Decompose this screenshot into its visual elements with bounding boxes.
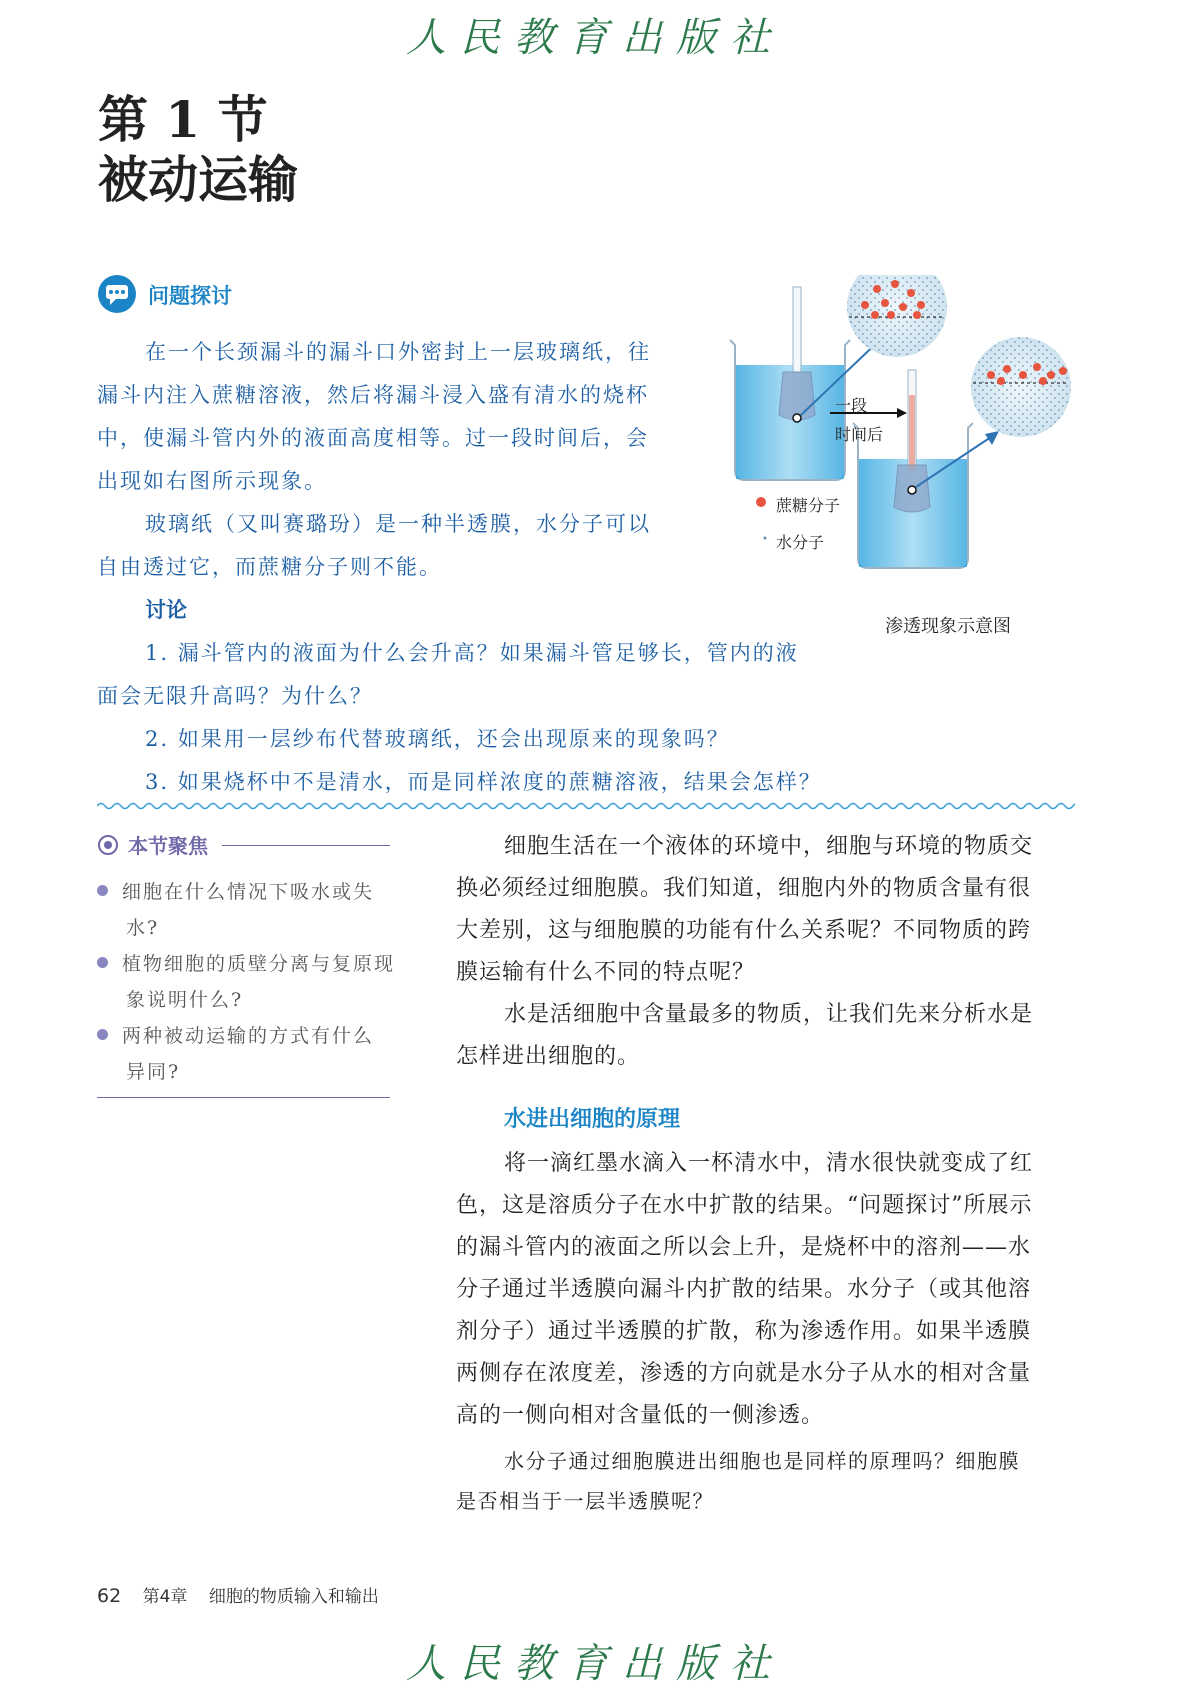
sec-line-4: 分子通过半透膜向漏斗内扩散的结果。水分子（或其他溶 xyxy=(456,1277,1032,1302)
publisher-watermark-top: 人民教育出版社 xyxy=(406,15,784,61)
subsection-heading: 水进出细胞的原理 xyxy=(504,1107,681,1132)
focus-item xyxy=(97,946,397,1018)
wt-line-2: 漏斗内注入蔗糖溶液，然后将漏斗浸入盛有清水的烧杯 xyxy=(97,383,649,407)
main-line-1: 细胞生活在一个液体的环境中，细胞与环境的物质交 xyxy=(504,834,1034,859)
bullet-icon xyxy=(97,957,108,968)
problem-discussion-label: 问题探讨 xyxy=(148,284,232,308)
focus-item-text-cont: 象说明什么? xyxy=(126,989,244,1011)
arrow-label-1: 一段 xyxy=(835,396,868,415)
section-focus-label: 本节聚焦 xyxy=(128,834,208,858)
section-title: 被动运输 xyxy=(98,150,298,209)
osmosis-diagram xyxy=(725,275,1085,615)
page-number: 62 xyxy=(97,1585,122,1607)
circle-view-2 xyxy=(971,337,1071,437)
legend-water: 水分子 xyxy=(776,533,825,552)
sec-line-6: 两侧存在浓度差，渗透的方向就是水分子从水的相对含量 xyxy=(456,1361,1032,1386)
sec-line-1: 将一滴红墨水滴入一杯清水中，清水很快就变成了红 xyxy=(504,1151,1034,1176)
question-3: 3. 如果烧杯中不是清水，而是同样浓度的蔗糖溶液，结果会怎样？ xyxy=(145,770,822,794)
main-line-2: 换必须经过细胞膜。我们知道，细胞内外的物质含量有很 xyxy=(456,876,1032,901)
chat-bubble-icon xyxy=(97,274,137,314)
focus-item-text: 细胞在什么情况下吸水或失 xyxy=(122,881,375,903)
chapter-title: 细胞的物质输入和输出 xyxy=(208,1587,379,1607)
question-1: 1. 漏斗管内的液面为什么会升高？如果漏斗管足够长，管内的液 xyxy=(145,641,799,665)
focus-rule-bottom xyxy=(97,1097,390,1098)
focus-item-text: 两种被动运输的方式有什么 xyxy=(122,1025,375,1047)
figure-caption: 渗透现象示意图 xyxy=(885,616,1011,637)
circle-view-1 xyxy=(847,275,947,357)
main-line-6: 怎样进出细胞的。 xyxy=(456,1044,641,1069)
wt-line-4: 出现如右图所示现象。 xyxy=(97,469,327,493)
sec-line-3: 的漏斗管内的液面之所以会上升，是烧杯中的溶剂——水 xyxy=(456,1235,1032,1260)
bullet-icon xyxy=(97,1029,108,1040)
page-footer xyxy=(97,1582,379,1607)
discussion-label: 讨论 xyxy=(145,598,187,622)
main-line-3: 大差别，这与细胞膜的功能有什么关系呢？不同物质的跨 xyxy=(456,918,1032,943)
focus-item-text: 植物细胞的质壁分离与复原现 xyxy=(122,953,396,975)
publisher-watermark-bottom: 人民教育出版社 xyxy=(406,1641,784,1687)
legend-sucrose: 蔗糖分子 xyxy=(776,496,841,515)
sec-line-5: 剂分子）通过半透膜的扩散，称为渗透作用。如果半透膜 xyxy=(456,1319,1032,1344)
focus-item xyxy=(97,1018,397,1090)
wt-line-5: 玻璃纸（又叫赛璐玢）是一种半透膜，水分子可以 xyxy=(145,512,651,536)
main-line-4: 膜运输有什么不同的特点呢？ xyxy=(456,960,756,985)
sec-line-2: 色，这是溶质分子在水中扩散的结果。“问题探讨”所展示 xyxy=(456,1193,1033,1218)
sec-line-7: 高的一侧向相对含量低的一侧渗透。 xyxy=(456,1403,825,1428)
wavy-divider xyxy=(97,800,1075,812)
focus-rule-top xyxy=(222,845,390,846)
section-number-title: 第 1 节 xyxy=(98,90,268,149)
focus-item-text-cont: 水? xyxy=(126,917,160,939)
wt-line-6: 自由透过它，而蔗糖分子则不能。 xyxy=(97,555,442,579)
target-icon xyxy=(97,834,119,856)
arrow-label-2: 时间后 xyxy=(835,425,884,444)
wt-line-1: 在一个长颈漏斗的漏斗口外密封上一层玻璃纸，往 xyxy=(145,340,651,364)
wt-line-3: 中，使漏斗管内外的液面高度相等。过一段时间后，会 xyxy=(97,426,649,450)
main-line-5: 水是活细胞中含量最多的物质，让我们先来分析水是 xyxy=(504,1002,1034,1027)
question-1-cont: 面会无限升高吗？为什么？ xyxy=(97,684,373,708)
focus-item-text-cont: 异同? xyxy=(126,1061,181,1083)
bullet-icon xyxy=(97,885,108,896)
question-2: 2. 如果用一层纱布代替玻璃纸，还会出现原来的现象吗？ xyxy=(145,727,730,751)
chapter-number: 第4章 xyxy=(142,1587,188,1607)
sec-line-9: 是否相当于一层半透膜呢？ xyxy=(456,1489,714,1513)
water-legend-marker xyxy=(764,537,767,540)
sucrose-legend-marker xyxy=(756,497,766,507)
focus-item xyxy=(97,874,397,946)
sec-line-8: 水分子通过细胞膜进出细胞也是同样的原理吗？细胞膜 xyxy=(504,1449,1020,1473)
